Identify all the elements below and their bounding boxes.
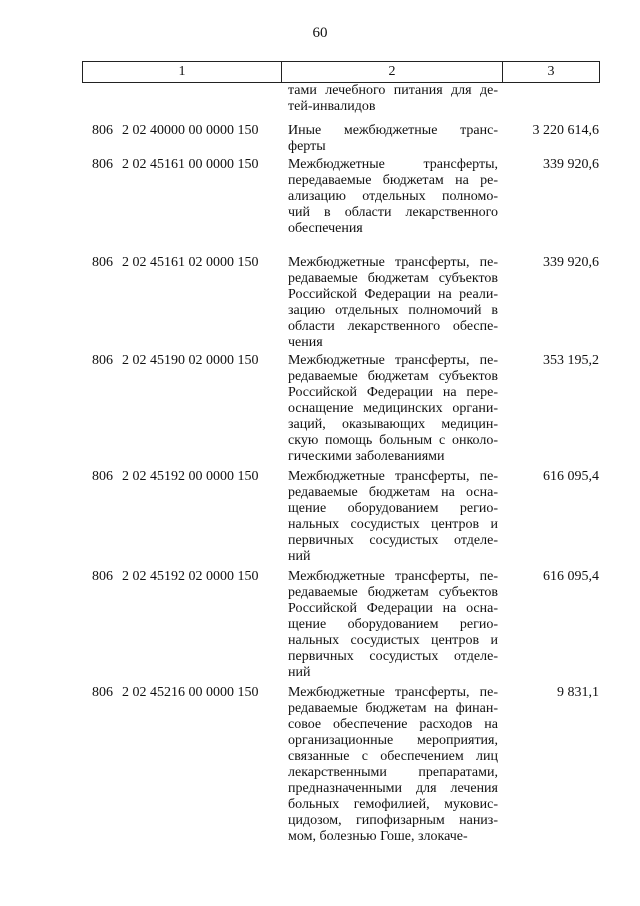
row-name-cell [288, 353, 498, 465]
name-line: ферты [288, 139, 326, 154]
row-sum-cell: 3 220 614,6 [532, 123, 599, 138]
name-line: Межбюджетные трансферты, пе- [288, 569, 498, 584]
row-code-cell [0, 353, 259, 465]
budget-classification-code: 2 02 45192 02 0000 150 [122, 569, 259, 584]
admin-code: 806 [92, 353, 113, 368]
row-code-cell [0, 157, 259, 237]
name-line: Межбюджетные трансферты, пе- [288, 685, 498, 700]
column-header-1: 1 [83, 62, 282, 82]
name-line: тами лечебного питания для де- [288, 83, 498, 98]
budget-classification-code: 2 02 45192 00 0000 150 [122, 469, 259, 484]
row-code-cell [0, 123, 259, 155]
name-line: щение оборудованием регио- [288, 501, 498, 516]
table-row [0, 157, 640, 237]
row-name-cell [288, 255, 498, 351]
admin-code: 806 [92, 157, 113, 172]
admin-code: 806 [92, 685, 113, 700]
row-sum-cell: 616 095,4 [543, 469, 599, 484]
row-code-cell [0, 83, 192, 115]
table-row [0, 83, 640, 115]
row-sum-cell: 339 920,6 [543, 255, 599, 270]
admin-code: 806 [92, 255, 113, 270]
budget-classification-code: 2 02 45216 00 0000 150 [122, 685, 259, 700]
budget-classification-code: 2 02 45161 02 0000 150 [122, 255, 259, 270]
row-name-cell [288, 569, 498, 681]
name-line: лекарственными препаратами, [288, 765, 498, 780]
name-line: Межбюджетные трансферты, пе- [288, 255, 498, 270]
row-name-cell [288, 469, 498, 565]
row-name-cell [288, 685, 498, 845]
row-name-cell [288, 83, 498, 115]
name-line: ализацию отдельных полномо- [288, 189, 498, 204]
row-code-cell [0, 469, 259, 565]
name-line: чий в области лекарственного [288, 205, 498, 220]
name-line: редаваемые бюджетам субъектов [288, 585, 498, 600]
row-sum-cell: 339 920,6 [543, 157, 599, 172]
admin-code: 806 [92, 469, 113, 484]
name-line: нальных сосудистых центров и [288, 633, 498, 648]
table-column-header [82, 61, 600, 83]
name-line: нальных сосудистых центров и [288, 517, 498, 532]
name-line: щение оборудованием регио- [288, 617, 498, 632]
budget-classification-code: 2 02 40000 00 0000 150 [122, 123, 259, 138]
name-line: тей-инвалидов [288, 99, 376, 114]
name-line: Российской Федерации на пере- [288, 385, 498, 400]
name-line: передаваемые бюджетам на ре- [288, 173, 498, 188]
table-row [0, 353, 640, 465]
name-line: чения [288, 335, 323, 350]
row-name-cell [288, 123, 498, 155]
table-row [0, 569, 640, 681]
row-code-cell [0, 685, 259, 845]
name-line: ний [288, 549, 311, 564]
name-line: гическими заболеваниями [288, 449, 445, 464]
column-header-2: 2 [282, 62, 503, 82]
name-line: Иные межбюджетные транс- [288, 123, 498, 138]
name-line: предназначенными для лечения [288, 781, 498, 796]
name-line: Российской Федерации на осна- [288, 601, 498, 616]
name-line: оснащение медицинских органи- [288, 401, 498, 416]
name-line: скую помощь больным с онколо- [288, 433, 498, 448]
column-header-3: 3 [547, 64, 555, 79]
name-line: совое обеспечение расходов на [288, 717, 498, 732]
name-line: Российской Федерации на реали- [288, 287, 498, 302]
name-line: обеспечения [288, 221, 363, 236]
name-line: редаваемые бюджетам на осна- [288, 485, 498, 500]
page-number: 60 [312, 25, 328, 41]
table-row [0, 469, 640, 565]
name-line: редаваемые бюджетам субъектов [288, 369, 498, 384]
name-line: мом, болезнью Гоше, злокаче- [288, 829, 468, 844]
budget-classification-code: 2 02 45190 02 0000 150 [122, 353, 259, 368]
admin-code: 806 [92, 123, 113, 138]
table-row [0, 685, 640, 845]
row-sum-cell: 353 195,2 [543, 353, 599, 368]
name-line: ний [288, 665, 311, 680]
table-row [0, 123, 640, 155]
name-line: редаваемые бюджетам на финан- [288, 701, 498, 716]
name-line: организационные мероприятия, [288, 733, 498, 748]
row-name-cell [288, 157, 498, 237]
name-line: Межбюджетные трансферты, пе- [288, 353, 498, 368]
name-line: Межбюджетные трансферты, пе- [288, 469, 498, 484]
name-line: первичных сосудистых отделе- [288, 649, 498, 664]
name-line: зацию отдельных полномочий в [288, 303, 498, 318]
name-line: редаваемые бюджетам субъектов [288, 271, 498, 286]
name-line: заций, оказывающих медицин- [288, 417, 498, 432]
budget-classification-code: 2 02 45161 00 0000 150 [122, 157, 259, 172]
row-sum-cell: 616 095,4 [543, 569, 599, 584]
admin-code: 806 [92, 569, 113, 584]
row-sum-cell: 9 831,1 [557, 685, 599, 700]
row-code-cell [0, 255, 259, 351]
name-line: цидозом, гипофизарным наниз- [288, 813, 498, 828]
table-row [0, 255, 640, 351]
row-code-cell [0, 569, 259, 681]
name-line: первичных сосудистых отделе- [288, 533, 498, 548]
name-line: области лекарственного обеспе- [288, 319, 498, 334]
name-line: Межбюджетные трансферты, [288, 157, 498, 172]
name-line: связанные с обеспечением лиц [288, 749, 498, 764]
name-line: больных гемофилией, муковис- [288, 797, 498, 812]
